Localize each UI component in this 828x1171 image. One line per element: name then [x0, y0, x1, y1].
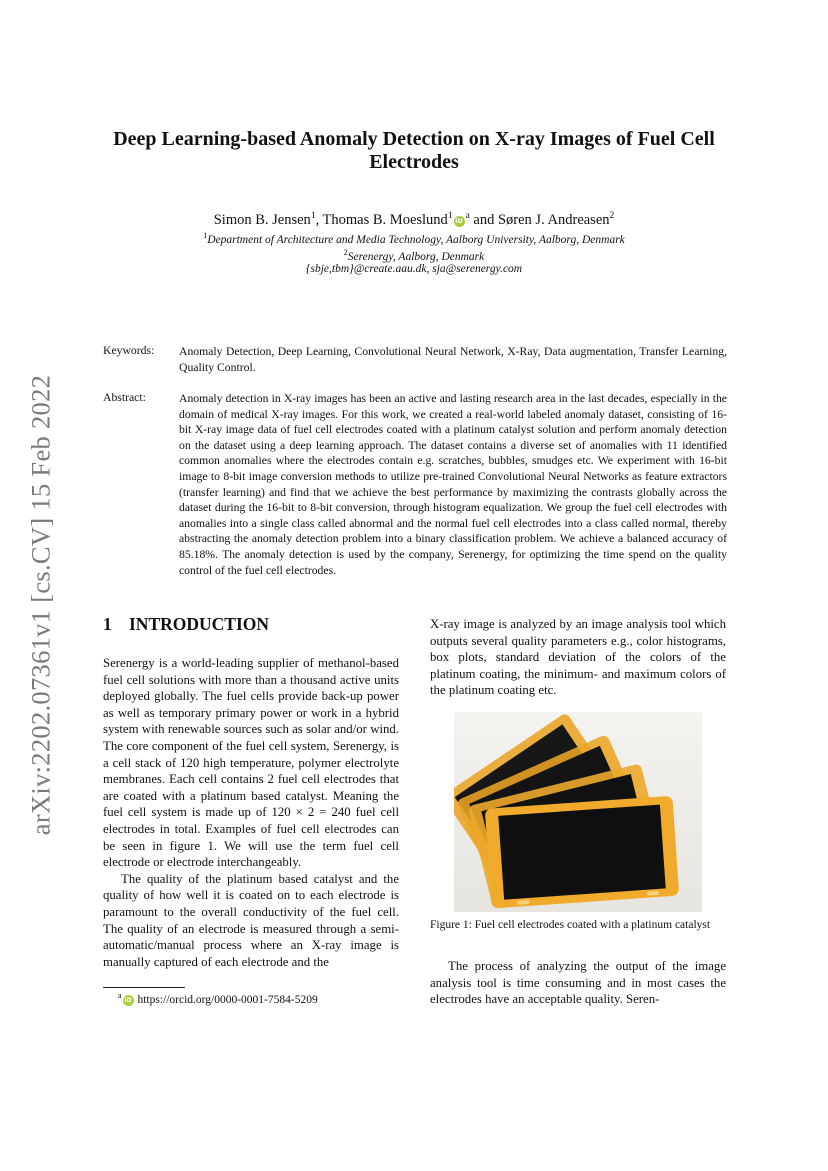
figure-1-caption: Figure 1: Fuel cell electrodes coated with a platinum catalyst [430, 919, 711, 931]
intro-paragraph-3: X-ray image is analyzed by an image analysis tool which outputs several quality parameters e.g., color histograms, box plots, standard deviation of the colors of the platinum coating, the minimum- and maximum colors of the platinum coating etc. [430, 617, 726, 698]
footnote-orcid-icon: iD [124, 995, 132, 1004]
abstract-label: Abstract: [103, 391, 146, 404]
right-column-continued [430, 958, 726, 1008]
arxiv-side-stamp [22, 360, 60, 850]
author-line [100, 207, 728, 229]
left-column [103, 613, 399, 970]
author-3-affil-mark: 2 [609, 211, 615, 221]
abstract-text: Anomaly detection in X-ray images has been an active and lasting research area in the last decades, especially in the domain of medical X-ray images. For this work, we created a real-world labeled anomaly dataset, consisting of 16-bit X-ray image data of fuel cell electrodes coated with a platinum catalyst solution and perform anomaly detection on the dataset using a deep learning approach. The dataset contains a diverse set of anomalies with 11 identified common anomalies where the electrodes contain e.g. scratches, bubbles, smudges etc. We experiment with 16-bit image to 8-bit image conversion methods to utilize pre-trained Convolutional Neural Networks as feature extractors (transfer learning) and find that we achieve the best performance by maximizing the contrasts globally across the dataset during the 16-bit to 8-bit conversion, through histogram equalization. We group the fuel cell electrodes with anomalies into a single class called abnormal and the normal fuel cell electrodes into a class called normal, thereby abstracting the anomaly detection problem into a binary classification problem. We achieve a balanced accuracy of 85.18%. The anomaly detection is used by the company, Serenergy, for optimizing the time spend on the quality control of the fuel cell electrodes. [179, 392, 727, 577]
footnote-orcid-link[interactable]: https://orcid.org/0000-0001-7584-5209 [134, 993, 318, 1006]
footnote [118, 991, 318, 1006]
author-1-affil-mark: 1 [310, 211, 316, 221]
section-title: INTRODUCTION [129, 614, 270, 634]
affiliation-2-mark: 2 [343, 248, 348, 257]
paper-title: Deep Learning-based Anomaly Detection on X-ray Images of Fuel Cell Electrodes [113, 128, 715, 173]
author-3: and Søren J. Andreasen [469, 211, 610, 228]
keywords-label: Keywords: [103, 344, 155, 357]
figure-1-photo [454, 712, 702, 912]
affiliation-1-mark: 1 [203, 231, 208, 240]
fuel-cell-electrodes-illustration [454, 712, 702, 912]
affiliation-2-text: Serenergy, Aalborg, Denmark [347, 250, 485, 263]
author-1: Simon B. Jensen [213, 211, 311, 228]
author-2: , Thomas B. Moeslund [315, 211, 448, 228]
affiliation-1-text: Department of Architecture and Media Technology, Aalborg University, Aalborg, Denmark [207, 233, 625, 246]
section-number: 1 [103, 614, 112, 634]
intro-paragraph-2: The quality of the platinum based catalyst and the quality of how well it is coated on to each electrode is paramount to the overall conductivity of the fuel cell. The quality of an electrode is measured through a semi-automatic/manual process where an X-ray image is manually captured of each electrode and the [103, 871, 399, 969]
arxiv-identifier: arXiv:2202.07361v1 [cs.CV] 15 Feb 2022 [25, 374, 56, 836]
keywords-text: Anomaly Detection, Deep Learning, Convolutional Neural Network, X-Ray, Data augmentation, Transfer Learning, Quality Control. [179, 345, 727, 374]
footnote-mark: a [118, 991, 122, 1000]
footnote-rule [103, 987, 185, 988]
intro-paragraph-4: The process of analyzing the output of the image analysis tool is time consuming and in most cases the electrodes have an acceptable quality. Seren- [430, 959, 726, 1007]
orcid-icon[interactable]: iD [455, 216, 463, 225]
author-emails[interactable]: {sbje,tbm}@create.aau.dk, sja@serenergy.com [305, 263, 523, 275]
author-2-orcid-mark: a [465, 211, 470, 221]
author-2-affil-mark: 1 [447, 211, 453, 221]
intro-paragraph-1: Serenergy is a world-leading supplier of methanol-based fuel cell solutions with more than a thousand active units deployed globally. The fuel cells provide back-up power as well as temporary primary power or work in a hybrid system with renewable sources such as solar and/or wind. The core component of the fuel cell system, Serenergy, is a cell stack of 120 high temperature, polymer electrolyte membranes. Each cell contains 2 fuel cell electrodes that are coated with a platinum based catalyst. Meaning the fuel cell system is made up of 120 × 2 = 240 fuel cell electrodes in total. Examples of fuel cell electrodes can be seen in figure 1. We will use the term fuel cell electrode or electrode interchangeably. [103, 656, 399, 870]
section-heading [103, 613, 399, 635]
right-column [430, 616, 726, 699]
